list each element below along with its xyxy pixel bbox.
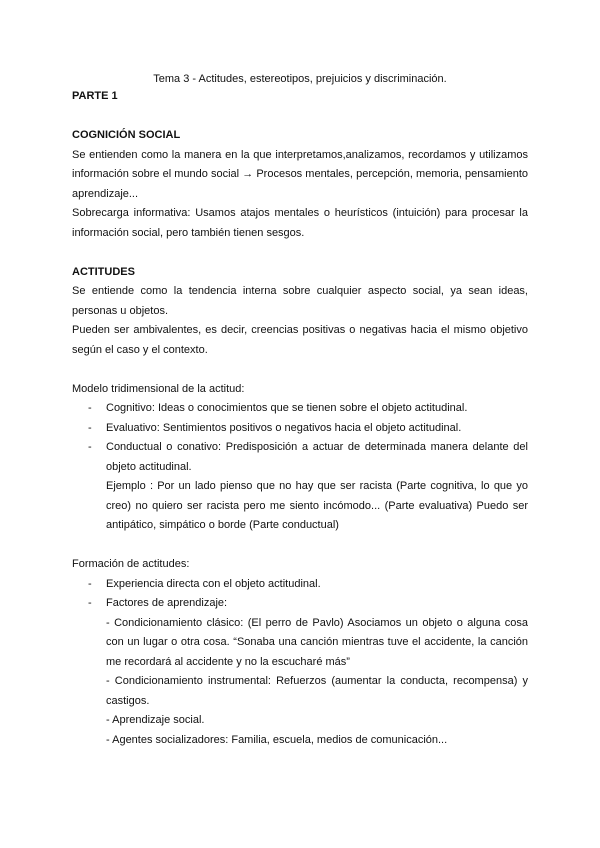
page-header-title: Tema 3 - Actitudes, estereotipos, prejuicios y discriminación. xyxy=(153,73,447,85)
modelo-item-conductual: Conductual o conativo: Predisposición a actuar de determinada manera delante del objeto actitudinal. xyxy=(106,441,528,473)
modelo-intro: Modelo tridimensional de la actitud: xyxy=(72,382,245,395)
list-item xyxy=(72,399,528,419)
spacer xyxy=(72,243,528,263)
formacion-item-factores: Factores de aprendizaje: xyxy=(106,597,228,609)
list-item xyxy=(72,438,528,536)
actitudes-paragraph-2: Pueden ser ambivalentes, es decir, creencias positivas o negativas hacia el mismo objetivo según el caso y el contexto. xyxy=(72,324,528,356)
list-item xyxy=(72,575,528,595)
formacion-sub-agentes: - Agentes socializadores: Familia, escuela, medios de comunicación... xyxy=(106,733,448,746)
cognicion-paragraph-1: Se entienden como la manera en la que interpretamos,analizamos, recordamos y utilizamos información sobre el mundo social → Procesos mentales, percepción, memoria, pensamiento aprendizaje... xyxy=(72,148,528,200)
modelo-example: Ejemplo : Por un lado pienso que no hay que ser racista (Parte cognitiva, lo que yo creo) no quiero ser racista pero me siento incómodo... (Parte evaluativa) Puedo ser antipático, simpático o borde (Parte conductual) xyxy=(106,480,528,531)
bullet-dash: - xyxy=(88,421,92,434)
part-heading: PARTE 1 xyxy=(72,90,118,102)
bullet-dash: - xyxy=(88,441,92,453)
formacion-sub-clasico: - Condicionamiento clásico: (El perro de Pavlo) Asociamos un objeto o alguna cosa con un lugar o otra cosa. “Sonaba una canción mientras tuve el accidente, la canción me recordará al accidente y no la escucharé más” xyxy=(106,616,528,668)
cognicion-paragraph-2: Sobrecarga informativa: Usamos atajos mentales o heurísticos (intuición) para procesar la información social, pero también tienen sesgos. xyxy=(72,207,528,239)
formacion-sub-instrumental: - Condicionamiento instrumental: Refuerzos (aumentar la conducta, recompensa) y castigos. xyxy=(106,675,528,707)
bullet-dash: - xyxy=(88,597,92,609)
modelo-item-evaluativo: Evaluativo: Sentimientos positivos o negativos hacia el objeto actitudinal. xyxy=(106,421,462,434)
formacion-intro: Formación de actitudes: xyxy=(72,558,190,570)
section-heading-actitudes: ACTITUDES xyxy=(72,265,135,278)
list-item xyxy=(72,419,528,439)
actitudes-paragraph-1: Se entiende como la tendencia interna sobre cualquier aspecto social, ya sean ideas, personas u objetos. xyxy=(72,285,528,317)
formacion-sub-social: - Aprendizaje social. xyxy=(106,714,205,726)
formacion-item-experiencia: Experiencia directa con el objeto actitudinal. xyxy=(106,577,321,590)
modelo-item-cognitivo: Cognitivo: Ideas o conocimientos que se tienen sobre el objeto actitudinal. xyxy=(106,402,468,414)
spacer xyxy=(72,536,528,556)
section-heading-cognicion: COGNICIÓN SOCIAL xyxy=(72,129,181,141)
spacer xyxy=(72,107,528,127)
bullet-dash: - xyxy=(88,402,92,414)
bullet-dash: - xyxy=(88,577,92,590)
spacer xyxy=(72,360,528,380)
list-item xyxy=(72,594,528,614)
document-body xyxy=(72,87,528,750)
